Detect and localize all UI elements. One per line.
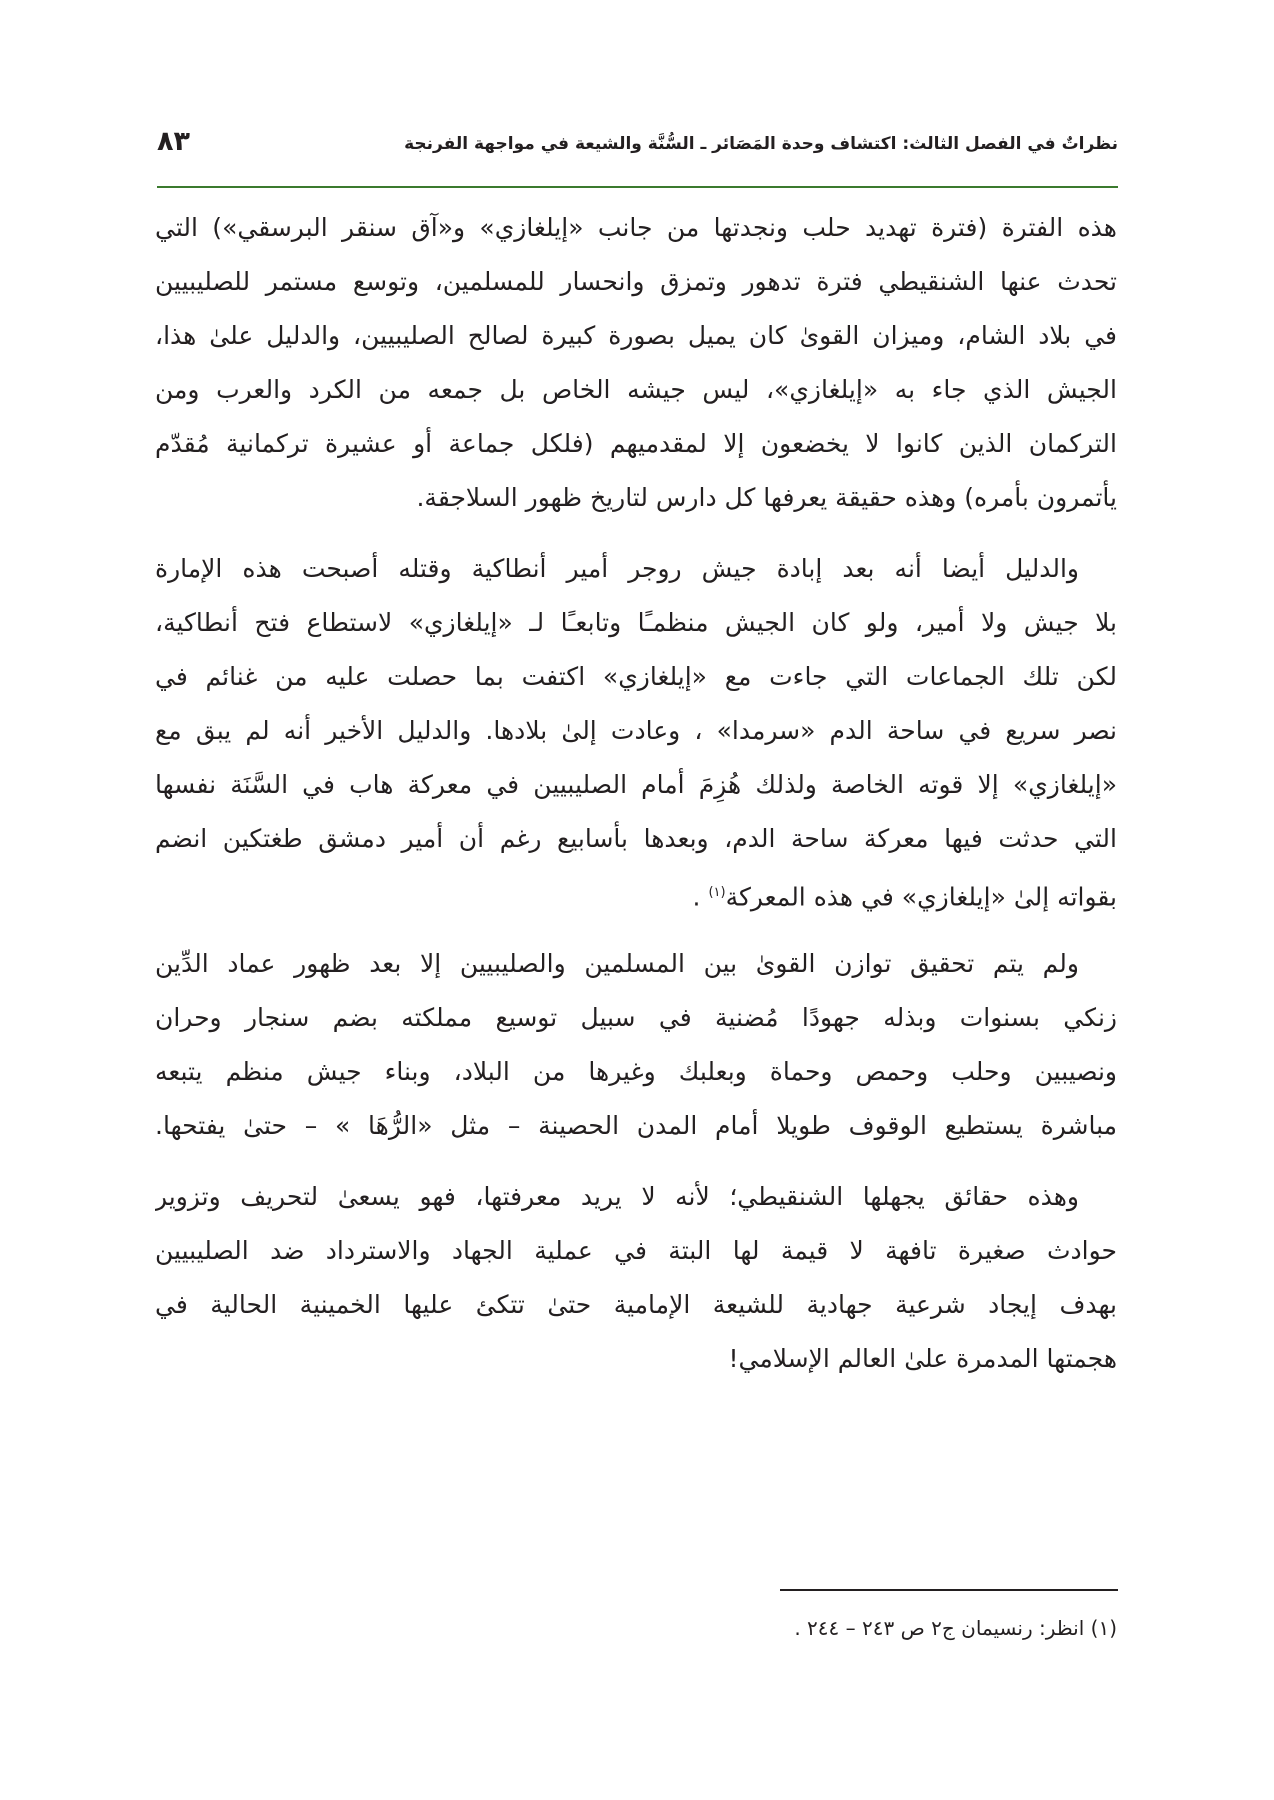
- text-line-with-footnote: [155, 866, 1117, 920]
- text-line: التركمان الذين كانوا لا يخضعون إلا لمقدميهم (فلكل جماعة أو عشيرة تركمانية مُقدّم: [155, 429, 1117, 458]
- text-line: هذه الفترة (فترة تهديد حلب ونجدتها من جانب «إيلغازي» و«آق سنقر البرسقي») التي: [155, 213, 1117, 242]
- text-line: لكن تلك الجماعات التي جاءت مع «إيلغازي» اكتفت بما حصلت عليه من غنائم في: [155, 662, 1117, 691]
- text-line: حوادث صغيرة تافهة لا قيمة لها البتة في عملية الجهاد والاسترداد ضد الصليبيين: [155, 1236, 1117, 1265]
- text-line: «إيلغازي» إلا قوته الخاصة ولذلك هُزِمَ أمام الصليبيين في معركة هاب في السَّنَة نفسها: [155, 770, 1117, 799]
- paragraph-3: [155, 937, 1117, 1153]
- paragraph-4: [155, 1170, 1117, 1386]
- text-line: هجمتها المدمرة علىٰ العالم الإسلامي!: [728, 1344, 1117, 1373]
- text-line: وهذه حقائق يجهلها الشنقيطي؛ لأنه لا يريد معرفتها، فهو يسعىٰ لتحريف وتزوير: [155, 1182, 1079, 1211]
- text-line: يأتمرون بأمره) وهذه حقيقة يعرفها كل دارس لتاريخ ظهور السلاجقة.: [416, 483, 1117, 512]
- text-line: في بلاد الشام، وميزان القوىٰ كان يميل بصورة كبيرة لصالح الصليبيين، والدليل علىٰ هذا،: [155, 321, 1117, 350]
- paragraph-2: [155, 542, 1117, 920]
- header-title: نظراتٌ في الفصل الثالث: اكتشاف وحدة المَصَائر ـ السُّنَّة والشيعة في مواجهة الفرنجة: [404, 134, 1118, 154]
- header-rule: [157, 186, 1118, 188]
- text-line: بهدف إيجاد شرعية جهادية للشيعة الإمامية حتىٰ تتكئ عليها الخمينية الحالية في: [155, 1290, 1117, 1319]
- text-line: والدليل أيضا أنه بعد إبادة جيش روجر أمير أنطاكية وقتله أصبحت هذه الإمارة: [155, 554, 1079, 583]
- text-line: التي حدثت فيها معركة ساحة الدم، وبعدها بأسابيع رغم أن أمير دمشق طغتكين انضم: [155, 824, 1117, 853]
- end-punctuation: .: [692, 882, 709, 912]
- text-line: نصر سريع في ساحة الدم «سرمدا» ، وعادت إلىٰ بلادها. والدليل الأخير أنه لم يبق مع: [155, 716, 1117, 745]
- footnote: (١) انظر: رنسيمان ج٢ ص ٢٤٣ – ٢٤٤ .: [794, 1616, 1117, 1640]
- text-line: تحدث عنها الشنقيطي فترة تدهور وتمزق وانحسار للمسلمين، وتوسع مستمر للصليبيين: [155, 267, 1117, 296]
- text-line-content: بقواته إلىٰ «إيلغازي» في هذه المعركة: [725, 882, 1117, 912]
- text-line: الجيش الذي جاء به «إيلغازي»، ليس جيشه الخاص بل جمعه من الكرد والعرب ومن: [155, 375, 1117, 404]
- text-line: زنكي بسنوات وبذله جهودًا مُضنية في سبيل توسيع مملكته بضم سنجار وحران: [155, 1003, 1117, 1032]
- paragraph-1: [155, 201, 1117, 525]
- text-line: مباشرة يستطيع الوقوف طويلا أمام المدن الحصينة – مثل «الرُّهَا » – حتىٰ يفتحها.: [155, 1111, 1117, 1140]
- footnote-reference[interactable]: (١): [708, 885, 726, 900]
- text-line: بلا جيش ولا أمير، ولو كان الجيش منظمـًا وتابعـًا لـ «إيلغازي» لاستطاع فتح أنطاكية،: [155, 608, 1117, 637]
- footnote-separator: [780, 1589, 1118, 1591]
- page-number: ٨٣: [157, 126, 190, 157]
- running-header: [157, 126, 1118, 176]
- body-text: [155, 201, 1117, 1403]
- text-line: ولم يتم تحقيق توازن القوىٰ بين المسلمين والصليبيين إلا بعد ظهور عماد الدِّين: [155, 949, 1079, 978]
- text-line: ونصيبين وحلب وحمص وحماة وبعلبك وغيرها من البلاد، وبناء جيش منظم يتبعه: [155, 1057, 1117, 1086]
